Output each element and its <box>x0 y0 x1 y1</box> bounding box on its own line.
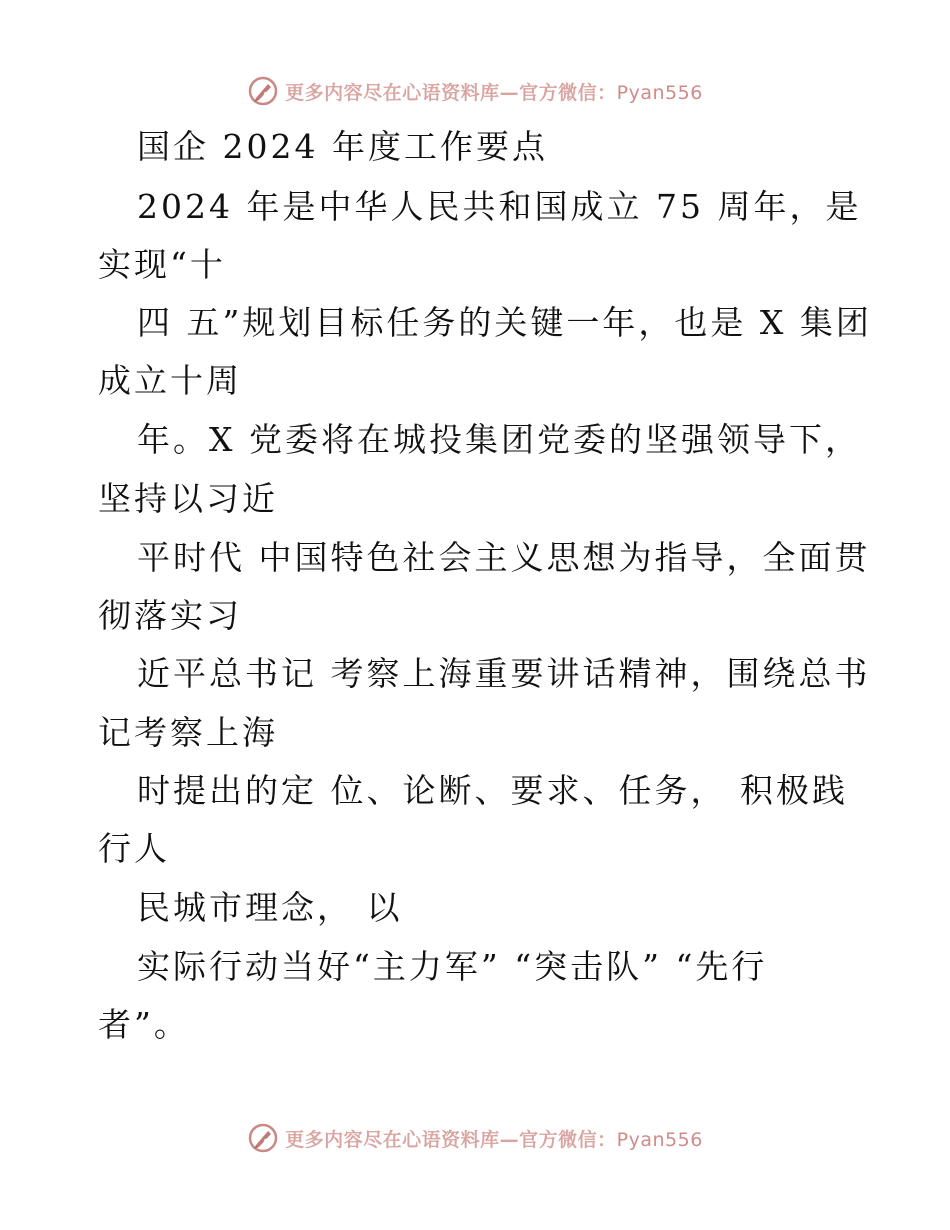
doc-line: 坚持以习近 <box>98 479 278 518</box>
watermark-text: 更多内容尽在心语资料库—官方微信： <box>285 1128 617 1151</box>
doc-line: 成立十周 <box>98 361 242 400</box>
doc-line: 近平总书记 考察上海重要讲话精神，围绕总书 <box>137 654 871 693</box>
doc-line: 记考察上海 <box>98 713 278 752</box>
doc-title: 国企 2024 年度工作要点 <box>137 127 548 166</box>
doc-line: 实现“十 <box>98 245 226 284</box>
doc-line: 年。X 党委将在城投集团党委的坚强领导下， <box>137 420 861 459</box>
doc-line: 者”。 <box>98 1005 190 1044</box>
doc-line: 行人 <box>98 829 170 868</box>
watermark-text: 更多内容尽在心语资料库—官方微信： <box>285 81 617 104</box>
doc-line: 平时代 中国特色社会主义思想为指导，全面贯 <box>137 538 871 577</box>
watermark-wechat-id: Pyan556 <box>616 81 703 104</box>
doc-line: 2024 年是中华人民共和国成立 75 周年，是 <box>137 187 862 226</box>
doc-line: 四 五”规划目标任务的关键一年，也是 X 集团 <box>137 303 872 342</box>
watermark-wechat-id: Pyan556 <box>616 1128 703 1151</box>
doc-line: 时提出的定 位、论断、要求、任务， 积极践 <box>137 771 848 810</box>
doc-line: 彻落实习 <box>98 596 242 635</box>
doc-line: 实际行动当好“主力军” “突击队” “先行 <box>137 947 768 986</box>
footer-watermark <box>0 1118 950 1158</box>
pen-logo-icon <box>247 1122 279 1154</box>
doc-line: 民城市理念， 以 <box>137 888 403 927</box>
